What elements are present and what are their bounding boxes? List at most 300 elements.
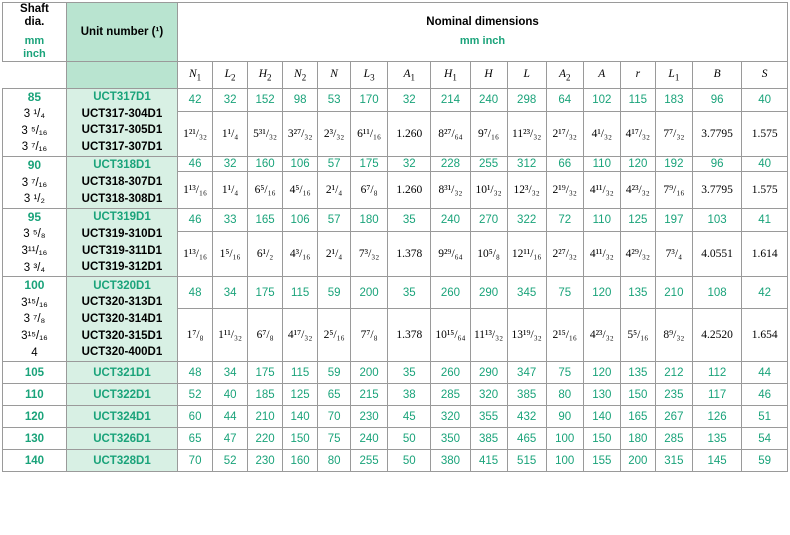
dim-value-mm: 98 [283,88,318,111]
dim-value-inch: 2¹⁹/₃₂ [546,171,583,208]
dim-value-mm: 35 [388,362,431,384]
dim-value-mm: 53 [318,88,351,111]
shaft-inch-value: 3 ⁷/₁₆ [21,141,48,154]
dim-value-mm: 48 [178,277,213,309]
col-header-B: B [692,61,741,88]
dim-value-mm: 130 [583,384,620,406]
dim-value-mm: 230 [351,406,388,428]
col-header-N1: $N_1$ [178,61,213,88]
unit-number-cell[interactable] [66,208,177,276]
dim-value-inch: 2¹⁵/₁₆ [546,309,583,362]
dim-value-mm: 66 [546,157,583,172]
unit-number-cell[interactable] [66,88,177,156]
shaft-inch-list [3,295,66,362]
dim-value-mm: 320 [470,384,507,406]
dim-value-mm: 75 [318,428,351,450]
shaft-dia-cell: 140 [3,450,67,472]
dim-value-mm: 40 [742,157,788,172]
table-row [3,406,788,428]
shaft-inch-value: 3 ⁵/₁₆ [21,124,48,137]
dim-value-mm: 125 [620,208,655,231]
dim-value-inch: 6¹/₂ [248,232,283,277]
dim-value-inch: 6¹¹/₁₆ [351,112,388,157]
dim-value-mm: 192 [655,157,692,172]
dim-value-mm: 350 [431,428,470,450]
dim-value-inch: 7⁹/₁₆ [655,171,692,208]
unit-number-value[interactable]: UCT320-313D1 [81,296,163,309]
dim-value-mm: 290 [470,277,507,309]
dim-value-inch: 4¹¹/₃₂ [583,232,620,277]
dim-value-mm: 385 [507,384,546,406]
dim-value-inch: 2²⁷/₃₂ [546,232,583,277]
dim-value-inch: 1¹/₄ [213,112,248,157]
dim-value-mm: 120 [583,277,620,309]
shaft-mm-value: 100 [24,278,45,293]
table-row [3,157,788,172]
table-row [3,88,788,111]
dim-value-mm: 240 [351,428,388,450]
dim-value-inch: 7³/₄ [655,232,692,277]
shaft-inch-list [3,175,66,208]
dim-value-mm: 200 [620,450,655,472]
dim-value-mm: 322 [507,208,546,231]
dim-value-inch: 11¹³/₃₂ [470,309,507,362]
dim-value-mm: 115 [283,277,318,309]
dim-value-mm: 230 [248,450,283,472]
dim-value-mm: 135 [620,362,655,384]
dim-value-inch: 12³/₃₂ [507,171,546,208]
col-header-L3: $L_3$ [351,61,388,88]
dim-value-mm: 270 [470,208,507,231]
dim-value-inch: 4³/₁₆ [283,232,318,277]
dim-value-inch: 1.575 [742,171,788,208]
unit-number-value[interactable]: UCT319-310D1 [81,227,163,240]
dim-value-mm: 290 [470,362,507,384]
dim-value-mm: 135 [692,428,741,450]
shaft-dia-cell: 130 [3,428,67,450]
dim-value-mm: 126 [692,406,741,428]
dim-value-mm: 140 [583,406,620,428]
header-nominal-title: Nominal dimensions [426,16,539,29]
col-header-N: N [318,61,351,88]
dim-value-mm: 135 [620,277,655,309]
dim-value-inch: 1⁵/₁₆ [213,232,248,277]
dim-value-mm: 35 [388,208,431,231]
dim-value-mm: 32 [213,157,248,172]
dim-value-mm: 255 [470,157,507,172]
shaft-inch-value: 3 ⁷/₁₆ [21,176,48,189]
dim-value-inch: 10¹⁵/₆₄ [431,309,470,362]
unit-number-cell[interactable]: UCT324D1 [66,406,177,428]
shaft-inch-value: 3 ¹/₄ [23,108,46,121]
shaft-dia-cell [3,277,67,362]
unit-number-cell[interactable]: UCT326D1 [66,428,177,450]
dim-value-inch: 1.378 [388,309,431,362]
dim-value-inch: 3.7795 [692,171,741,208]
dim-value-inch: 4⁵/₁₆ [283,171,318,208]
dim-value-inch: 2¹⁷/₃₂ [546,112,583,157]
dim-value-mm: 170 [351,88,388,111]
shaft-mm-value: 90 [27,158,42,173]
dim-value-mm: 40 [213,384,248,406]
dim-value-inch: 10⁵/₈ [470,232,507,277]
dim-value-mm: 47 [213,428,248,450]
shaft-dia-cell: 105 [3,362,67,384]
dim-value-mm: 315 [655,450,692,472]
dim-value-inch: 2¹/₄ [318,232,351,277]
shaft-inch-value: 3 ⁷/₈ [23,313,46,326]
dim-value-mm: 212 [655,362,692,384]
dim-value-inch: 2³/₃₂ [318,112,351,157]
dim-value-mm: 42 [742,277,788,309]
dim-value-mm: 64 [546,88,583,111]
unit-number-cell[interactable]: UCT328D1 [66,450,177,472]
unit-number-value[interactable]: UCT317-305D1 [81,124,163,137]
shaft-inch-list [3,226,66,276]
dim-value-inch: 12¹¹/₁₆ [507,232,546,277]
unit-number-value[interactable]: UCT319-312D1 [81,261,163,274]
dim-value-mm: 125 [283,384,318,406]
dim-value-mm: 515 [507,450,546,472]
header-shaft-line2: dia. [24,16,45,29]
dim-value-inch: 6⁷/₈ [351,171,388,208]
dim-value-mm: 96 [692,88,741,111]
dim-value-inch: 2⁵/₁₆ [318,309,351,362]
dim-value-mm: 175 [351,157,388,172]
header-shaft-inch: inch [23,48,46,61]
unit-number-cell[interactable] [66,157,177,209]
dim-value-mm: 40 [742,88,788,111]
dim-value-mm: 210 [655,277,692,309]
dim-value-mm: 32 [213,88,248,111]
dim-value-inch: 4²³/₃₂ [620,171,655,208]
dim-value-mm: 200 [351,362,388,384]
col-header-S: S [742,61,788,88]
dim-value-mm: 200 [351,277,388,309]
unit-number-value[interactable]: UCT318D1 [93,159,151,172]
col-header-r: r [620,61,655,88]
dim-value-mm: 45 [388,406,431,428]
dim-value-mm: 52 [213,450,248,472]
table-row [3,428,788,450]
col-header-H2: $H_2$ [248,61,283,88]
dim-value-mm: 33 [213,208,248,231]
dim-value-mm: 32 [388,88,431,111]
dim-value-mm: 100 [546,450,583,472]
header-nominal-dimensions [178,3,788,62]
dim-value-mm: 320 [431,406,470,428]
header-shaft-mm: mm [24,35,45,48]
dim-value-mm: 347 [507,362,546,384]
shaft-inch-list [3,106,66,156]
dim-value-mm: 380 [431,450,470,472]
dim-value-inch: 4¹¹/₃₂ [583,171,620,208]
col-header-A1: $A_1$ [388,61,431,88]
dim-value-mm: 48 [178,362,213,384]
dim-value-mm: 260 [431,362,470,384]
shaft-dia-cell [3,88,67,156]
dim-value-mm: 385 [470,428,507,450]
shaft-dia-cell: 110 [3,384,67,406]
dim-value-mm: 240 [470,88,507,111]
dim-value-inch: 8²⁷/₆₄ [431,112,470,157]
col-header-A: A [583,61,620,88]
dim-value-inch: 1¹³/₁₆ [178,171,213,208]
dim-value-mm: 90 [546,406,583,428]
col-header-L: L [507,61,546,88]
table-row [3,384,788,406]
dim-value-mm: 355 [470,406,507,428]
dim-value-mm: 44 [213,406,248,428]
dim-value-mm: 80 [546,384,583,406]
unit-number-cell[interactable]: UCT322D1 [66,384,177,406]
dim-value-mm: 165 [620,406,655,428]
header-shaft-dia [3,3,67,62]
dim-value-mm: 165 [248,208,283,231]
dim-value-mm: 38 [388,384,431,406]
dim-value-mm: 155 [583,450,620,472]
dim-value-mm: 32 [388,157,431,172]
header-nominal-units: mm inch [459,35,506,48]
dimensions-table [2,2,788,472]
dim-value-mm: 65 [178,428,213,450]
dim-value-mm: 52 [178,384,213,406]
table-row [3,277,788,309]
dim-value-mm: 59 [742,450,788,472]
dim-value-mm: 117 [692,384,741,406]
dim-value-mm: 100 [546,428,583,450]
shaft-inch-value: 4 [31,346,38,359]
shaft-inch-value: 3¹¹/₁₆ [21,244,48,257]
dim-value-mm: 152 [248,88,283,111]
dim-value-inch: 4¹⁷/₃₂ [283,309,318,362]
shaft-inch-value: 3¹⁵/₁₆ [21,330,48,342]
dim-value-mm: 102 [583,88,620,111]
unit-number-value[interactable]: UCT318-307D1 [81,176,163,189]
unit-number-value[interactable]: UCT320-400D1 [81,346,163,359]
shaft-inch-value: 3 ³/₄ [23,261,46,274]
dim-value-mm: 120 [620,157,655,172]
dim-value-mm: 260 [431,277,470,309]
unit-number-value[interactable]: UCT320-314D1 [81,312,163,325]
dim-value-mm: 415 [470,450,507,472]
header-unit-number: Unit number (¹) [66,3,177,62]
dim-value-mm: 215 [351,384,388,406]
dim-value-mm: 175 [248,277,283,309]
dim-value-inch: 1.378 [388,232,431,277]
dim-value-mm: 312 [507,157,546,172]
shaft-mm-value: 95 [27,209,42,224]
dim-value-inch: 4¹/₃₂ [583,112,620,157]
dim-value-inch: 1¹¹/₃₂ [213,309,248,362]
dim-value-mm: 110 [583,208,620,231]
col-header-N2: $N_2$ [283,61,318,88]
dim-value-inch: 1¹³/₁₆ [178,232,213,277]
dim-value-mm: 140 [283,406,318,428]
dim-value-inch: 4²³/₃₂ [583,309,620,362]
shaft-dia-cell: 120 [3,406,67,428]
dim-value-mm: 150 [620,384,655,406]
dim-value-inch: 9⁷/₁₆ [470,112,507,157]
dim-value-mm: 103 [692,208,741,231]
dim-value-inch: 7³/₃₂ [351,232,388,277]
dim-value-inch: 1.260 [388,112,431,157]
dim-value-mm: 465 [507,428,546,450]
col-header-H: H [470,61,507,88]
symbol-row-spacer-shaft [3,61,67,88]
dim-value-mm: 432 [507,406,546,428]
dim-value-mm: 50 [388,428,431,450]
dim-value-mm: 106 [283,157,318,172]
dim-value-mm: 228 [431,157,470,172]
dim-value-mm: 50 [388,450,431,472]
dim-value-mm: 65 [318,384,351,406]
dim-value-inch: 4¹⁷/₃₂ [620,112,655,157]
dim-value-inch: 1.260 [388,171,431,208]
shaft-dia-cell [3,208,67,276]
dim-value-mm: 34 [213,277,248,309]
table-row [3,362,788,384]
col-header-L1: $L_1$ [655,61,692,88]
dim-value-inch: 10¹/₃₂ [470,171,507,208]
dim-value-mm: 115 [620,88,655,111]
dim-value-mm: 70 [178,450,213,472]
dim-value-mm: 42 [178,88,213,111]
dim-value-mm: 54 [742,428,788,450]
dim-value-mm: 96 [692,157,741,172]
dim-value-inch: 4.0551 [692,232,741,277]
dim-value-inch: 3²⁷/₃₂ [283,112,318,157]
dim-value-mm: 145 [692,450,741,472]
table-header-row-1 [3,3,788,62]
dim-value-mm: 34 [213,362,248,384]
shaft-inch-value: 3¹⁵/₁₆ [21,296,48,309]
dim-value-mm: 210 [248,406,283,428]
shaft-inch-value: 3 ¹/₂ [23,193,45,206]
dim-value-mm: 46 [178,208,213,231]
table-row [3,208,788,231]
dim-value-mm: 112 [692,362,741,384]
dim-value-inch: 1.575 [742,112,788,157]
dim-value-mm: 214 [431,88,470,111]
dim-value-inch: 1⁷/₈ [178,309,213,362]
dim-value-mm: 44 [742,362,788,384]
unit-number-value[interactable]: UCT317-307D1 [81,141,163,154]
shaft-mm-value: 85 [27,89,42,104]
dim-value-mm: 41 [742,208,788,231]
dim-value-inch: 9²⁹/₆₄ [431,232,470,277]
dim-value-mm: 240 [431,208,470,231]
dim-value-inch: 11²³/₃₂ [507,112,546,157]
dim-value-mm: 51 [742,406,788,428]
dim-value-mm: 70 [318,406,351,428]
col-header-L2: $L_2$ [213,61,248,88]
table-row [3,450,788,472]
unit-number-value[interactable]: UCT317D1 [93,91,151,104]
dim-value-inch: 5³¹/₃₂ [248,112,283,157]
dim-value-mm: 175 [248,362,283,384]
dim-value-mm: 285 [431,384,470,406]
dim-value-inch: 13¹⁹/₃₂ [507,309,546,362]
dim-value-inch: 1.614 [742,232,788,277]
dim-value-mm: 345 [507,277,546,309]
dim-value-mm: 59 [318,362,351,384]
unit-number-value[interactable]: UCT319D1 [93,211,151,224]
dim-value-mm: 75 [546,277,583,309]
dim-value-inch: 7⁷/₃₂ [655,112,692,157]
dim-value-mm: 80 [318,450,351,472]
dim-value-mm: 75 [546,362,583,384]
dim-value-inch: 2¹/₄ [318,171,351,208]
dim-value-inch: 8³¹/₃₂ [431,171,470,208]
dim-value-mm: 185 [248,384,283,406]
dim-value-inch: 5⁵/₁₆ [620,309,655,362]
dim-value-inch: 7⁷/₈ [351,309,388,362]
header-shaft-line1: Shaft [20,3,49,15]
dim-value-mm: 285 [655,428,692,450]
dim-value-inch: 8⁹/₃₂ [655,309,692,362]
dim-value-mm: 180 [351,208,388,231]
unit-number-value[interactable]: UCT320-315D1 [81,329,163,342]
dim-value-inch: 1¹/₄ [213,171,248,208]
dim-value-mm: 150 [583,428,620,450]
dim-value-mm: 57 [318,208,351,231]
shaft-dia-cell [3,157,67,209]
datasheet-table-page [0,2,790,535]
symbol-row-spacer-unit [66,61,177,88]
unit-number-value[interactable]: UCT319-311D1 [82,244,162,257]
dim-value-mm: 197 [655,208,692,231]
table-symbol-row [3,61,788,88]
dim-value-mm: 110 [583,157,620,172]
unit-number-value[interactable]: UCT317-304D1 [81,107,163,120]
dim-value-mm: 160 [248,157,283,172]
unit-number-cell[interactable]: UCT321D1 [66,362,177,384]
dim-value-mm: 120 [583,362,620,384]
dim-value-mm: 46 [178,157,213,172]
unit-number-cell[interactable] [66,277,177,362]
dim-value-mm: 35 [388,277,431,309]
dim-value-mm: 180 [620,428,655,450]
dim-value-inch: 6⁵/₁₆ [248,171,283,208]
unit-number-value[interactable]: UCT320D1 [93,279,151,292]
dim-value-inch: 1²¹/₃₂ [178,112,213,157]
dim-value-mm: 183 [655,88,692,111]
unit-number-value[interactable]: UCT318-308D1 [81,192,163,205]
dim-value-mm: 235 [655,384,692,406]
dim-value-mm: 150 [283,428,318,450]
dim-value-inch: 6⁷/₈ [248,309,283,362]
shaft-inch-value: 3 ⁵/₈ [23,228,46,241]
dim-value-mm: 160 [283,450,318,472]
col-header-H1: $H_1$ [431,61,470,88]
dim-value-mm: 106 [283,208,318,231]
dim-value-mm: 72 [546,208,583,231]
dim-value-mm: 60 [178,406,213,428]
dim-value-mm: 46 [742,384,788,406]
dim-value-mm: 115 [283,362,318,384]
col-header-A2: $A_2$ [546,61,583,88]
dim-value-inch: 4²⁹/₃₂ [620,232,655,277]
dim-value-mm: 255 [351,450,388,472]
dim-value-mm: 220 [248,428,283,450]
dim-value-mm: 59 [318,277,351,309]
dim-value-inch: 3.7795 [692,112,741,157]
dim-value-mm: 57 [318,157,351,172]
dim-value-mm: 108 [692,277,741,309]
dim-value-mm: 267 [655,406,692,428]
dim-value-inch: 1.654 [742,309,788,362]
